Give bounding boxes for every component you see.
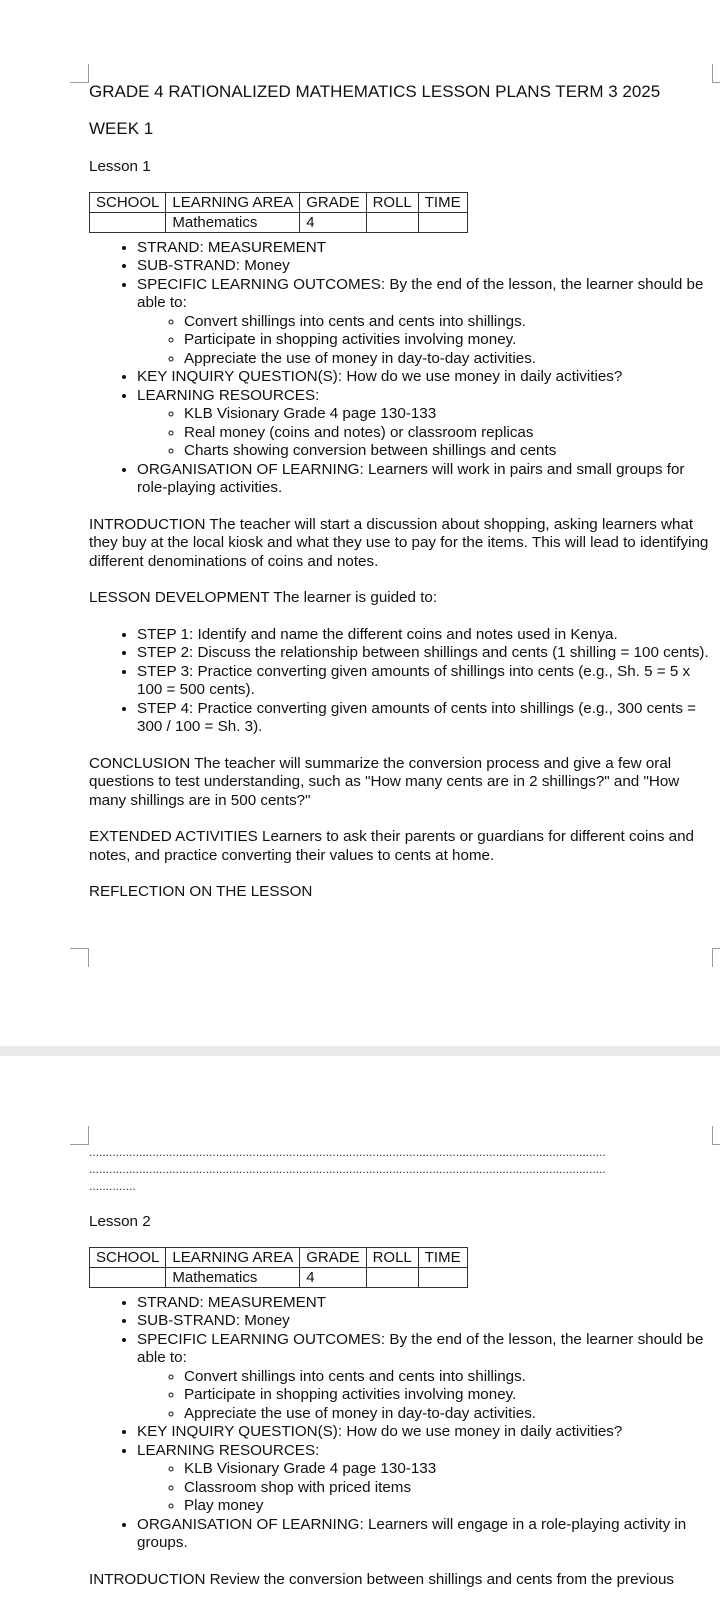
margin-corner-bottom-left	[70, 948, 89, 967]
introduction-label: INTRODUCTION	[89, 515, 206, 533]
header-time: TIME	[418, 192, 467, 212]
list-item	[137, 626, 713, 645]
step-label: STEP 4:	[137, 699, 194, 717]
slo-intro: By the end of the lesson, the learner should be able to:	[137, 1330, 704, 1366]
list-item	[137, 1423, 713, 1442]
org-label: ORGANISATION OF LEARNING:	[137, 1515, 364, 1533]
header-school: SCHOOL	[90, 1247, 166, 1267]
list-item	[137, 1516, 713, 1553]
header-grade: GRADE	[300, 192, 366, 212]
list-item	[137, 387, 713, 461]
org-value: Learners will engage in a role-playing activity in groups.	[137, 1515, 687, 1551]
list-item	[137, 1294, 713, 1313]
resources-label: LEARNING RESOURCES:	[137, 1441, 320, 1459]
org-label: ORGANISATION OF LEARNING:	[137, 460, 364, 478]
substrand-label: SUB-STRAND:	[137, 257, 240, 274]
list-item	[137, 1442, 713, 1516]
header-grade: GRADE	[300, 1247, 366, 1267]
header-roll: ROLL	[366, 192, 418, 212]
conclusion-label: CONCLUSION	[89, 754, 191, 772]
value-learning-area: Mathematics	[166, 212, 300, 232]
resources-label: LEARNING RESOURCES:	[137, 386, 320, 404]
list-item: ◦ Appreciate the use of money in day-to-day activities.	[184, 1405, 713, 1424]
step-label: STEP 3:	[137, 662, 194, 680]
list-item	[137, 644, 713, 663]
list-item	[137, 700, 713, 737]
outcomes-list	[137, 313, 713, 369]
list-item	[137, 276, 713, 369]
outcomes-list	[137, 1368, 713, 1424]
lesson-1-details-list	[89, 239, 713, 498]
list-item	[137, 239, 713, 258]
value-roll	[366, 212, 418, 232]
value-grade: 4	[300, 212, 366, 232]
value-grade: 4	[300, 1267, 366, 1287]
margin-corner-top-left	[70, 64, 89, 83]
reflection-dotted-line: ..............	[89, 1179, 136, 1193]
step-text: Practice converting given amounts of cents into shillings (e.g., 300 cents = 300 / 100 = Sh. 3).	[137, 699, 697, 735]
lesson-development-intro: The learner is guided to:	[273, 589, 438, 606]
kiq-value: How do we use money in daily activities?	[346, 1423, 623, 1440]
document-title: GRADE 4 RATIONALIZED MATHEMATICS LESSON PLANS TERM 3 2025	[89, 82, 661, 101]
header-learning-area: LEARNING AREA	[166, 1247, 300, 1267]
header-roll: ROLL	[366, 1247, 418, 1267]
header-time: TIME	[418, 1247, 467, 1267]
table-header-row	[90, 192, 468, 212]
value-time	[418, 1267, 467, 1287]
slo-label: SPECIFIC LEARNING OUTCOMES:	[137, 1330, 386, 1348]
conclusion-text: The teacher will summarize the conversion process and give a few oral questions to test understanding, such as "How many cents are in 2 shillings?" and "How many shillings are in 500 cents?"	[89, 754, 680, 809]
week-heading: WEEK 1	[89, 118, 154, 138]
kiq-value: How do we use money in daily activities?	[346, 368, 623, 385]
list-item	[137, 257, 713, 276]
list-item	[137, 461, 713, 498]
strand-label: STRAND:	[137, 238, 204, 256]
lesson-2-details-list	[89, 1294, 713, 1553]
step-label: STEP 1:	[137, 625, 194, 643]
lesson-development-paragraph	[89, 589, 713, 608]
table-header-row	[90, 1247, 468, 1267]
list-item	[137, 1312, 713, 1331]
value-roll	[366, 1267, 418, 1287]
introduction-paragraph	[89, 1571, 713, 1590]
substrand-label: SUB-STRAND:	[137, 1312, 240, 1329]
value-time	[418, 212, 467, 232]
list-item: ◦ Participate in shopping activities involving money.	[184, 331, 713, 350]
list-item	[137, 663, 713, 700]
kiq-label: KEY INQUIRY QUESTION(S):	[137, 368, 343, 385]
strand-label: STRAND:	[137, 1293, 204, 1311]
table-value-row	[90, 212, 468, 232]
list-item: ◦ Convert shillings into cents and cents into shillings.	[184, 1368, 713, 1387]
margin-corner-top-right	[712, 1126, 720, 1145]
lesson-2-info-table	[89, 1247, 468, 1288]
conclusion-paragraph	[89, 755, 713, 811]
extended-activities-text: Learners to ask their parents or guardians for different coins and notes, and practice converting their values to cents at home.	[89, 828, 694, 864]
resources-list	[137, 405, 713, 461]
list-item: ◦ Convert shillings into cents and cents into shillings.	[184, 313, 713, 332]
document-page-2	[0, 1056, 720, 1600]
list-item: ◦ Classroom shop with priced items	[184, 1479, 713, 1498]
list-item	[137, 368, 713, 387]
margin-corner-top-right	[712, 64, 720, 83]
reflection-dotted-line: ...........................................................................................................................................................	[89, 1162, 606, 1176]
step-text: Identify and name the different coins and notes used in Kenya.	[197, 625, 618, 643]
list-item: ◦ Appreciate the use of money in day-to-day activities.	[184, 350, 713, 369]
margin-corner-top-left	[70, 1126, 89, 1145]
step-text: Practice converting given amounts of shillings into cents (e.g., Sh. 5 = 5 x 100 = 500 cents).	[137, 662, 691, 698]
strand-value: MEASUREMENT	[207, 238, 327, 256]
introduction-text: The teacher will start a discussion about shopping, asking learners what they buy at the local kiosk and what they use to pay for the items. This will lead to identifying different denominations of coins and notes.	[89, 515, 709, 570]
list-item: ◦ Play money	[184, 1497, 713, 1516]
list-item: ◦ KLB Visionary Grade 4 page 130-133	[184, 1460, 713, 1479]
margin-corner-bottom-right	[712, 948, 720, 967]
org-value: Learners will work in pairs and small groups for role-playing activities.	[137, 460, 685, 496]
slo-label: SPECIFIC LEARNING OUTCOMES:	[137, 275, 386, 293]
extended-activities-label: EXTENDED ACTIVITIES	[89, 828, 258, 845]
header-learning-area: LEARNING AREA	[166, 192, 300, 212]
introduction-paragraph	[89, 516, 713, 572]
lesson-1-heading: Lesson 1	[89, 158, 151, 175]
page-1-content	[89, 83, 713, 902]
slo-intro: By the end of the lesson, the learner should be able to:	[137, 275, 704, 311]
list-item: ◦ KLB Visionary Grade 4 page 130-133	[184, 405, 713, 424]
list-item: ◦ Charts showing conversion between shillings and cents	[184, 442, 713, 461]
kiq-label: KEY INQUIRY QUESTION(S):	[137, 1423, 343, 1440]
substrand-value: Money	[244, 1312, 290, 1329]
strand-value: MEASUREMENT	[207, 1293, 327, 1311]
steps-list	[89, 626, 713, 737]
extended-activities-paragraph	[89, 828, 713, 865]
step-label: STEP 2:	[137, 644, 194, 661]
substrand-value: Money	[244, 257, 290, 274]
step-text: Discuss the relationship between shillings and cents (1 shilling = 100 cents).	[197, 644, 709, 661]
value-school	[90, 1267, 166, 1287]
value-learning-area: Mathematics	[166, 1267, 300, 1287]
value-school	[90, 212, 166, 232]
page-2-content	[89, 1144, 713, 1589]
table-value-row	[90, 1267, 468, 1287]
reflection-dotted-line: ...........................................................................................................................................................	[89, 1145, 606, 1159]
lesson-1-info-table	[89, 192, 468, 233]
resources-list	[137, 1460, 713, 1516]
introduction-label: INTRODUCTION	[89, 1570, 206, 1588]
header-school: SCHOOL	[90, 192, 166, 212]
list-item: ◦ Real money (coins and notes) or classroom replicas	[184, 424, 713, 443]
lesson-development-label: LESSON DEVELOPMENT	[89, 589, 270, 606]
reflection-heading: REFLECTION ON THE LESSON	[89, 883, 313, 900]
lesson-2-heading: Lesson 2	[89, 1213, 151, 1230]
list-item: ◦ Participate in shopping activities involving money.	[184, 1386, 713, 1405]
introduction-text: Review the conversion between shillings and cents from the previous	[209, 1570, 674, 1588]
list-item	[137, 1331, 713, 1424]
